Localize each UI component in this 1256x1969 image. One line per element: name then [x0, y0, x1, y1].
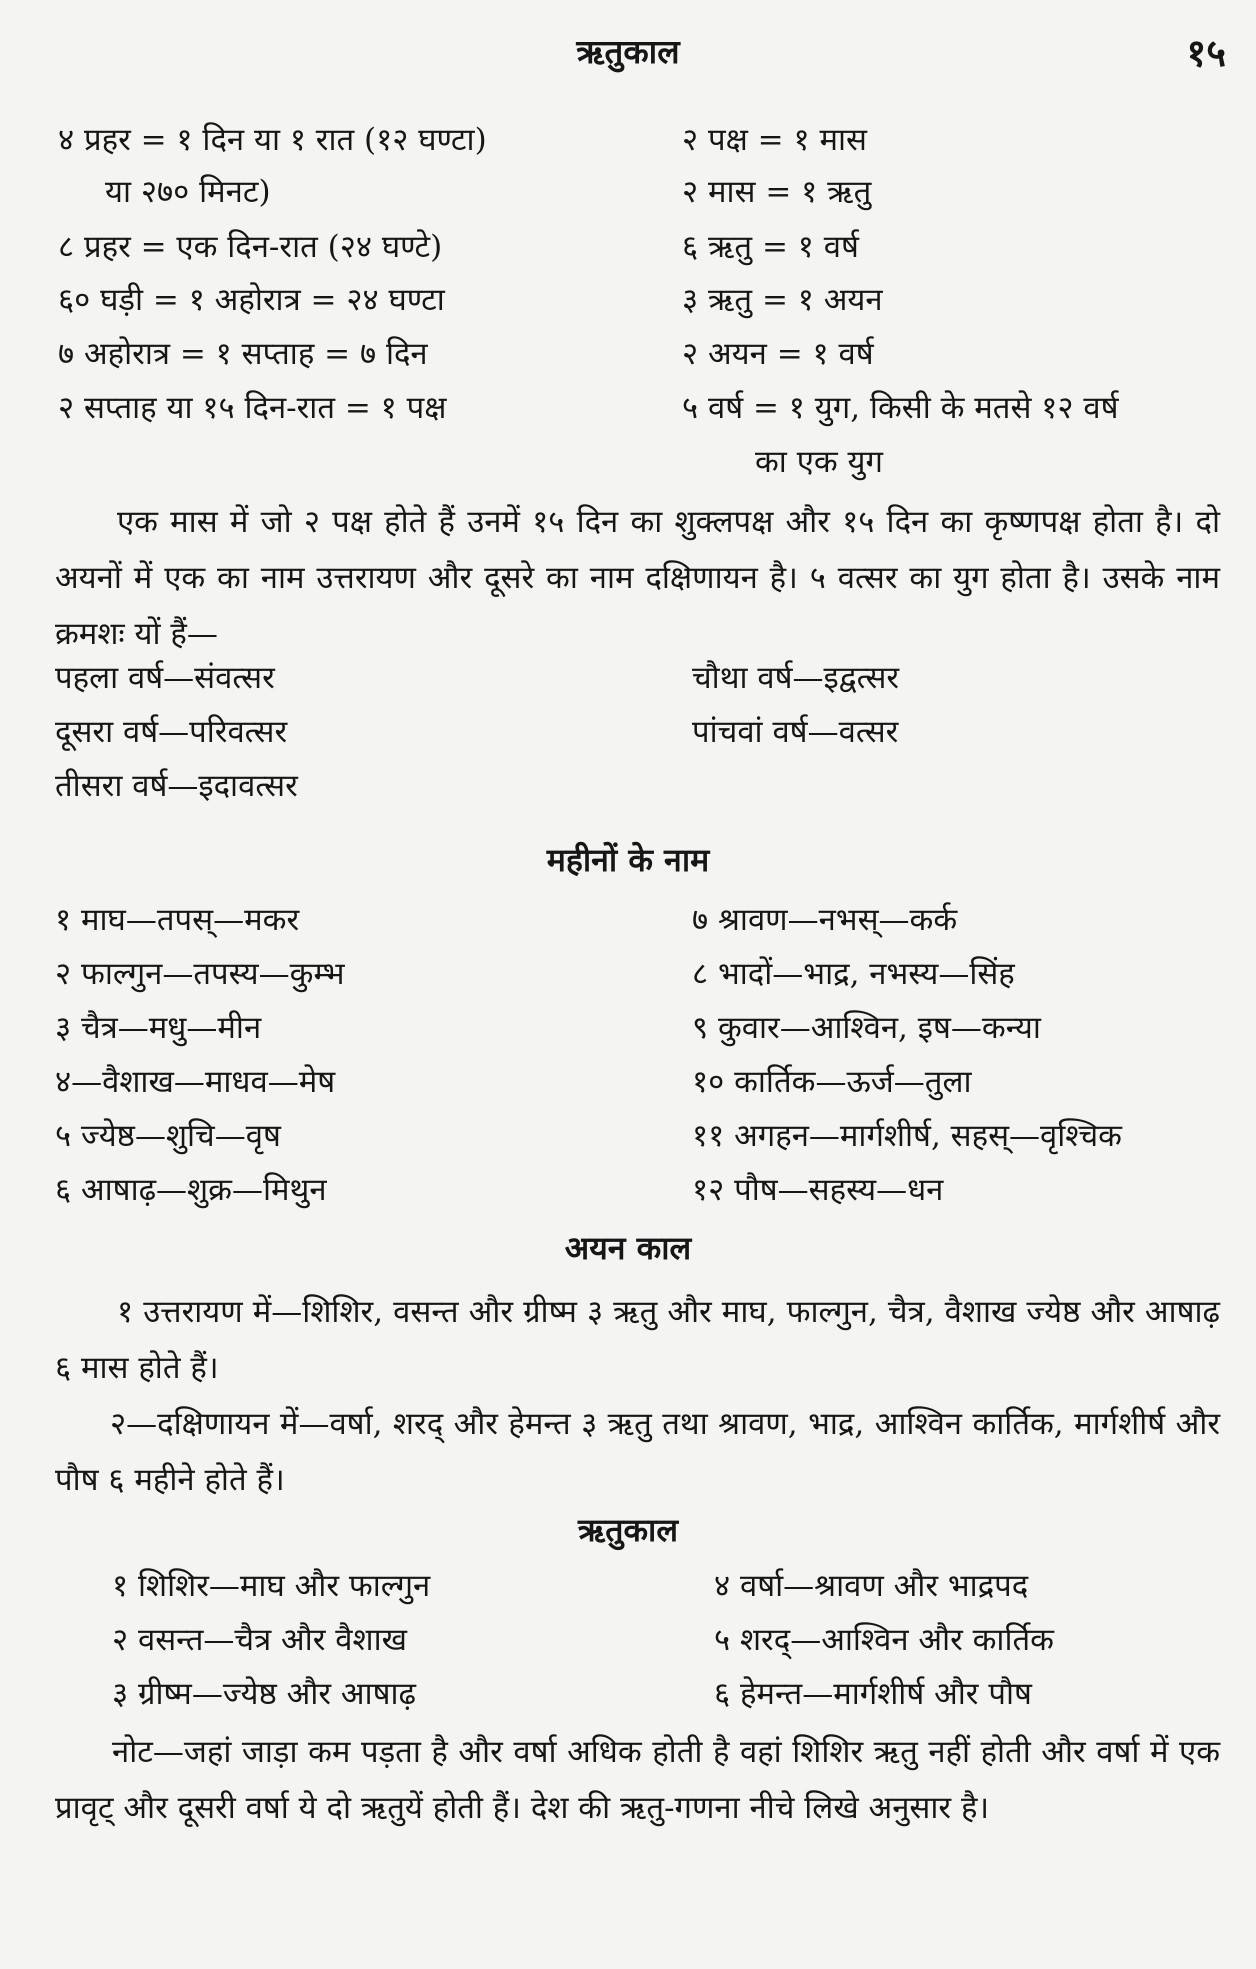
- month-entry: ३ चैत्र—मधु—मीन: [55, 1010, 262, 1046]
- month-entry: २ फाल्गुन—तपस्य—कुम्भ: [55, 956, 345, 992]
- year-name: तीसरा वर्ष—इदावत्सर: [55, 768, 298, 804]
- section-heading-ritukaal: ऋतुकाल: [577, 1511, 679, 1549]
- year-name: चौथा वर्ष—इद्वत्सर: [692, 660, 900, 696]
- time-unit-line: ६ ऋतु = १ वर्ष: [682, 229, 859, 265]
- month-entry: १ माघ—तपस्—मकर: [55, 902, 300, 938]
- time-unit-line: ७ अहोरात्र = १ सप्ताह = ७ दिन: [58, 336, 428, 372]
- time-unit-line: २ अयन = १ वर्ष: [682, 336, 874, 372]
- month-entry: ९ कुवार—आश्विन, इष—कन्या: [692, 1010, 1041, 1046]
- season-entry: २ वसन्त—चैत्र और वैशाख: [112, 1622, 407, 1658]
- running-header-title: ऋतुकाल: [576, 32, 680, 71]
- season-entry: ५ शरद्—आश्विन और कार्तिक: [714, 1622, 1054, 1658]
- time-unit-line: ४ प्रहर = १ दिन या १ रात (१२ घण्टा): [58, 122, 487, 158]
- time-unit-line: ३ ऋतु = १ अयन: [682, 282, 883, 318]
- month-entry: ११ अगहन—मार्गशीर्ष, सहस्—वृश्चिक: [692, 1118, 1122, 1154]
- paragraph-dakshinayan: २—दक्षिणायन में—वर्षा, शरद् और हेमन्त ३ ऋतु तथा श्रावण, भाद्र, आश्विन कार्तिक, मार्गशीर्ष और पौष ६ महीने होते हैं।: [55, 1406, 1220, 1498]
- time-unit-line: २ मास = १ ऋतु: [682, 174, 872, 210]
- year-name: पांचवां वर्ष—वत्सर: [692, 714, 899, 750]
- month-entry: ५ ज्येष्ठ—शुचि—वृष: [55, 1118, 281, 1154]
- time-unit-line: ५ वर्ष = १ युग, किसी के मतसे १२ वर्ष: [682, 390, 1119, 426]
- season-entry: ४ वर्षा—श्रावण और भाद्रपद: [714, 1568, 1029, 1604]
- season-entry: ३ ग्रीष्म—ज्येष्ठ और आषाढ़: [112, 1676, 416, 1712]
- month-entry: ६ आषाढ़—शुक्र—मिथुन: [55, 1172, 327, 1208]
- paragraph-paksha-ayan: एक मास में जो २ पक्ष होते हैं उनमें १५ दिन का शुक्लपक्ष और १५ दिन का कृष्णपक्ष होता है। दो अयनों में एक का नाम उत्तरायण और दूसरे का नाम दक्षिणायन है। ५ वत्सर का युग होता है। उसके नाम क्रमशः यों हैं—: [55, 504, 1220, 652]
- year-name: पहला वर्ष—संवत्सर: [55, 660, 275, 696]
- time-unit-line: या २७० मिनट): [105, 174, 271, 210]
- season-entry: ६ हेमन्त—मार्गशीर्ष और पौष: [714, 1676, 1032, 1712]
- season-entry: १ शिशिर—माघ और फाल्गुन: [112, 1568, 431, 1604]
- time-unit-line: २ सप्ताह या १५ दिन-रात = १ पक्ष: [58, 390, 447, 426]
- time-unit-line: का एक युग: [755, 444, 883, 480]
- time-unit-line: ८ प्रहर = एक दिन-रात (२४ घण्टे): [58, 229, 443, 265]
- time-unit-line: ६० घड़ी = १ अहोरात्र = २४ घण्टा: [58, 282, 445, 318]
- year-name: दूसरा वर्ष—परिवत्सर: [55, 714, 288, 750]
- month-entry: ७ श्रावण—नभस्—कर्क: [692, 902, 958, 938]
- month-entry: ४—वैशाख—माधव—मेष: [55, 1064, 336, 1100]
- page-number: १५: [1186, 30, 1226, 75]
- paragraph-uttarayan: १ उत्तरायण में—शिशिर, वसन्त और ग्रीष्म ३ ऋतु और माघ, फाल्गुन, चैत्र, वैशाख ज्येष्ठ और आषाढ़ ६ मास होते हैं।: [55, 1294, 1220, 1386]
- month-entry: १२ पौष—सहस्य—धन: [692, 1172, 944, 1208]
- time-unit-line: २ पक्ष = १ मास: [682, 122, 867, 158]
- note-paragraph: नोट—जहां जाड़ा कम पड़ता है और वर्षा अधिक होती है वहां शिशिर ऋतु नहीं होती और वर्षा में एक प्रावृट् और दूसरी वर्षा ये दो ऋतुयें होती हैं। देश की ऋतु-गणना नीचे लिखे अनुसार है।: [55, 1734, 1220, 1826]
- month-entry: ८ भादों—भाद्र, नभस्य—सिंह: [692, 956, 1015, 992]
- section-heading-months: महीनों के नाम: [546, 841, 710, 879]
- month-entry: १० कार्तिक—ऊर्ज—तुला: [692, 1064, 972, 1100]
- section-heading-ayan: अयन काल: [564, 1229, 692, 1267]
